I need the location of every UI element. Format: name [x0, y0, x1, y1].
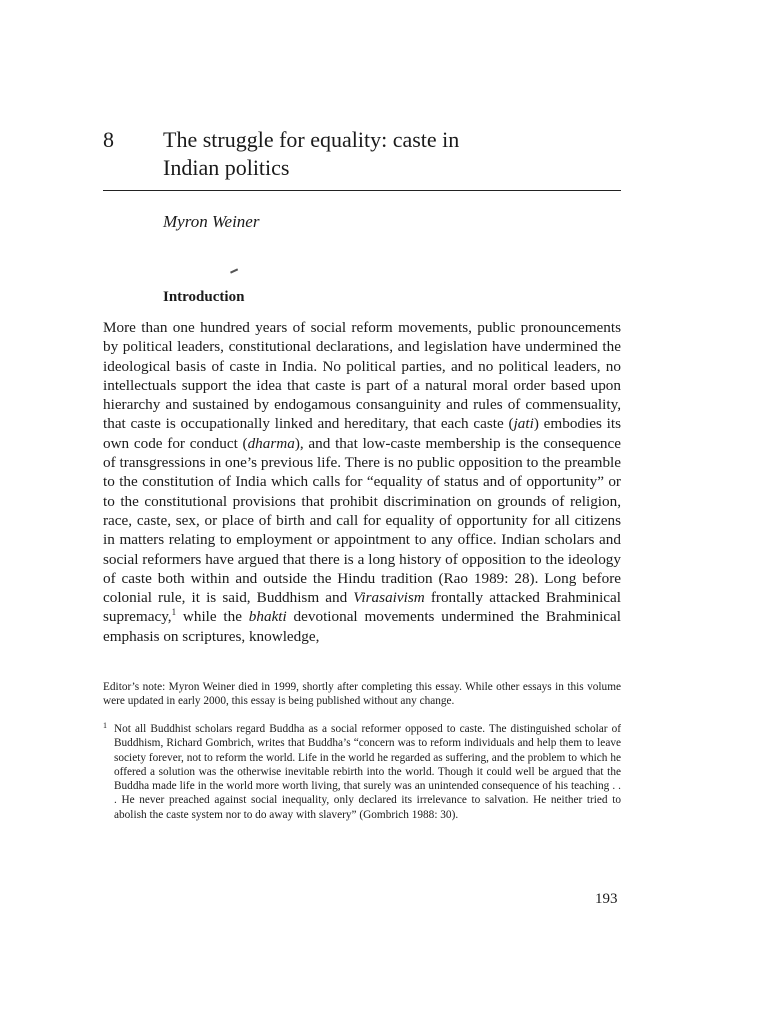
body-text-part-1: More than one hundred years of social reform movements, public pronouncements by political leaders, constitutional declarations, and legislation have undermined the ideological basis of caste in India. No political parties, and no political leaders, no intellectuals support the idea that caste is part of a natural moral order based upon hierarchy and sustained by endogamous consanguinity and rules of commensuality, that caste is occupationally linked and hereditary, that each caste ( [103, 319, 621, 433]
body-text-part-4: frontally attacked Brahminical supremacy, [103, 589, 621, 626]
page-number: 193 [595, 891, 618, 907]
body-text-part-2: ) embodies its own code for conduct ( [103, 415, 621, 452]
term-jati: jati [513, 415, 534, 433]
term-virasaivism: Virasaivism [353, 589, 425, 607]
footnote-reference[interactable]: 1 [171, 607, 177, 618]
chapter-title-line-1: The struggle for equality: caste in [163, 127, 460, 152]
chapter-number: 8 [103, 127, 114, 152]
chapter-title [163, 126, 623, 182]
scan-speck [230, 268, 238, 273]
term-bhakti: bhakti [248, 608, 287, 626]
footnote [103, 722, 621, 822]
footnote-marker: 1 [103, 721, 107, 730]
footnote-text: Not all Buddhist scholars regard Buddha as a social reformer opposed to caste. The distinguished scholar of Buddhism, Richard Gombrich, writes that Buddha’s “concern was to reform individuals and help them to leave society forever, not to reform the world. Life in the world he regarded as suffering, and the problem to which he offered a solution was the otherwise inevitable rebirth into the world. Though it could well be argued that the Buddha made life in the world more worth living, that surely was an unintended consequence of his teaching . . . He never preached against social inequality, only declared its irrelevance to salvation. He neither tried to abolish the caste system nor to do away with slavery” (Gombrich 1988: 30). [114, 723, 621, 821]
term-dharma: dharma [247, 434, 295, 452]
body-text-part-3: ), and that low-caste membership is the consequence of transgressions in one’s previous life. There is no public opposition to the preamble to the constitution of India which calls for “equality of status and of opportunity” or to the constitutional provisions that prohibit discrimination on grounds of religion, race, caste, sex, or place of birth and call for equality of opportunity for all citizens in matters relating to employment or appointment to any office. Indian scholars and social reformers have argued that there is a long history of opposition to the ideology of caste both within and outside the Hindu tradition (Rao 1989: 28). Long before colonial rule, it is said, Buddhism and [103, 434, 622, 607]
body-text-part-6: devotional movements undermined the Brahminical emphasis on scriptures, knowledge, [103, 608, 621, 645]
chapter-title-line-2: Indian politics [163, 155, 290, 180]
title-divider [103, 190, 621, 191]
chapter-author: Myron Weiner [163, 212, 260, 231]
body-text-part-5: while the [176, 608, 249, 626]
editor-note: Editor’s note: Myron Weiner died in 1999, shortly after completing this essay. While other essays in this volume were updated in early 2000, this essay is being published without any change. [103, 681, 621, 708]
body-paragraph [103, 318, 621, 646]
section-heading: Introduction [163, 289, 245, 305]
